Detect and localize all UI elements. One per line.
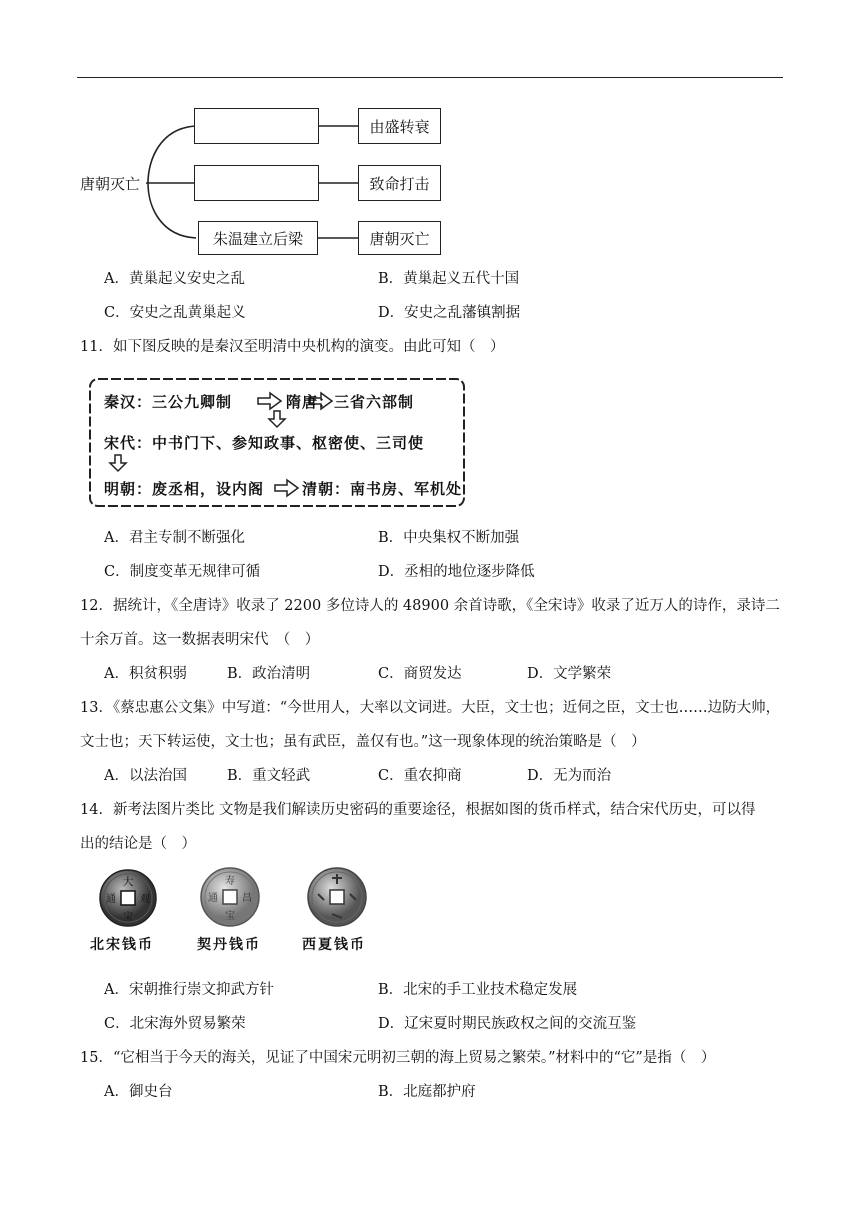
q13-option-a: A．以法治国 <box>104 768 187 784</box>
diagram-left-label: 唐朝灭亡 <box>80 175 141 193</box>
khitan-coin-icon <box>199 866 261 928</box>
q11-figure-qinhan: 秦汉：三公九卿制 <box>104 393 233 411</box>
q13-stem-line1: 13．《蔡忠惠公文集》中写道：“今世用人，大率以文词进。大臣，文士也；近伺之臣，文士也……边防大帅， <box>80 700 781 716</box>
q11-option-b: B．中央集权不断加强 <box>378 530 520 546</box>
q10-option-b: B．黄巢起义五代十国 <box>378 271 520 287</box>
northern-song-coin-icon <box>98 868 158 928</box>
q11-figure-song: 宋代：中书门下、参知政事、枢密使、三司使 <box>104 434 425 452</box>
q13-option-d: D．无为而治 <box>527 768 612 784</box>
diagram-result-3: 唐朝灭亡 <box>358 221 441 255</box>
svg-text:大: 大 <box>122 875 134 888</box>
q14-option-c: C．北宋海外贸易繁荣 <box>104 1016 246 1032</box>
svg-text:昌: 昌 <box>242 893 252 904</box>
q10-option-a: A．黄巢起义安史之乱 <box>104 271 245 287</box>
western-xia-coin-icon <box>306 866 368 928</box>
q14-stem-line2: 出的结论是（ ） <box>80 836 196 852</box>
q12-stem-line2: 十余万首。这一数据表明宋代 （ ） <box>80 632 320 648</box>
q11-option-c: C．制度变革无规律可循 <box>104 564 261 580</box>
q12-option-b: B．政治清明 <box>227 666 311 682</box>
q12-option-d: D．文学繁荣 <box>527 666 612 682</box>
coin-label-khitan: 契丹钱币 <box>197 937 261 953</box>
q12-option-c: C．商贸发达 <box>378 666 462 682</box>
q14-stem-line1: 14．新考法图片类比 文物是我们解读历史密码的重要途径，根据如图的货币样式，结合宋代历史，可以得 <box>80 802 756 818</box>
q14-option-a: A．宋朝推行崇文抑武方针 <box>104 982 274 998</box>
q11-option-d: D．丞相的地位逐步降低 <box>378 564 535 580</box>
q15-stem: 15．“它相当于今天的海关，见证了中国宋元明初三朝的海上贸易之繁荣。”材料中的“它”是指（ ） <box>80 1050 716 1066</box>
q11-figure-ming: 明朝：废丞相，设内阁 <box>104 480 265 498</box>
q14-option-d: D．辽宋夏时期民族政权之间的交流互鉴 <box>378 1016 637 1032</box>
q13-option-c: C．重农抑商 <box>378 768 462 784</box>
svg-text:通: 通 <box>106 894 116 905</box>
q12-stem-line1: 12．据统计，《全唐诗》收录了 2200 多位诗人的 48900 余首诗歌，《全宋诗》收录了近万人的诗作，录诗二 <box>80 598 780 614</box>
svg-text:通: 通 <box>208 893 218 904</box>
svg-text:寿: 寿 <box>225 876 235 887</box>
coin-label-northern-song: 北宋钱币 <box>90 937 154 953</box>
svg-text:观: 观 <box>140 894 150 905</box>
q15-option-b: B．北庭都护府 <box>378 1084 476 1100</box>
q13-option-b: B．重文轻武 <box>227 768 311 784</box>
q14-option-b: B．北宋的手工业技术稳定发展 <box>378 982 578 998</box>
q12-option-a: A．积贫积弱 <box>104 666 187 682</box>
q11-figure-qing: 清朝：南书房、军机处 <box>302 480 463 498</box>
q10-option-c: C．安史之乱黄巢起义 <box>104 305 246 321</box>
svg-text:宝: 宝 <box>225 911 235 922</box>
q11-stem: 11．如下图反映的是秦汉至明清中央机构的演变。由此可知（ ） <box>80 339 505 355</box>
q13-stem-line2: 文士也；天下转运使，文士也；虽有武臣，盖仅有也。”这一现象体现的统治策略是（ ） <box>80 734 646 750</box>
diagram-result-2: 致命打击 <box>358 165 441 201</box>
diagram-result-1: 由盛转衰 <box>358 108 441 144</box>
q11-figure-suitang: 隋唐：三省六部制 <box>286 393 415 411</box>
q11-option-a: A．君主专制不断强化 <box>104 530 245 546</box>
svg-text:宝: 宝 <box>123 912 133 923</box>
diagram-box-houliang: 朱温建立后梁 <box>198 221 318 255</box>
coin-label-western-xia: 西夏钱币 <box>302 937 366 953</box>
q10-option-d: D．安史之乱藩镇割据 <box>378 305 521 321</box>
q15-option-a: A．御史台 <box>104 1084 173 1100</box>
